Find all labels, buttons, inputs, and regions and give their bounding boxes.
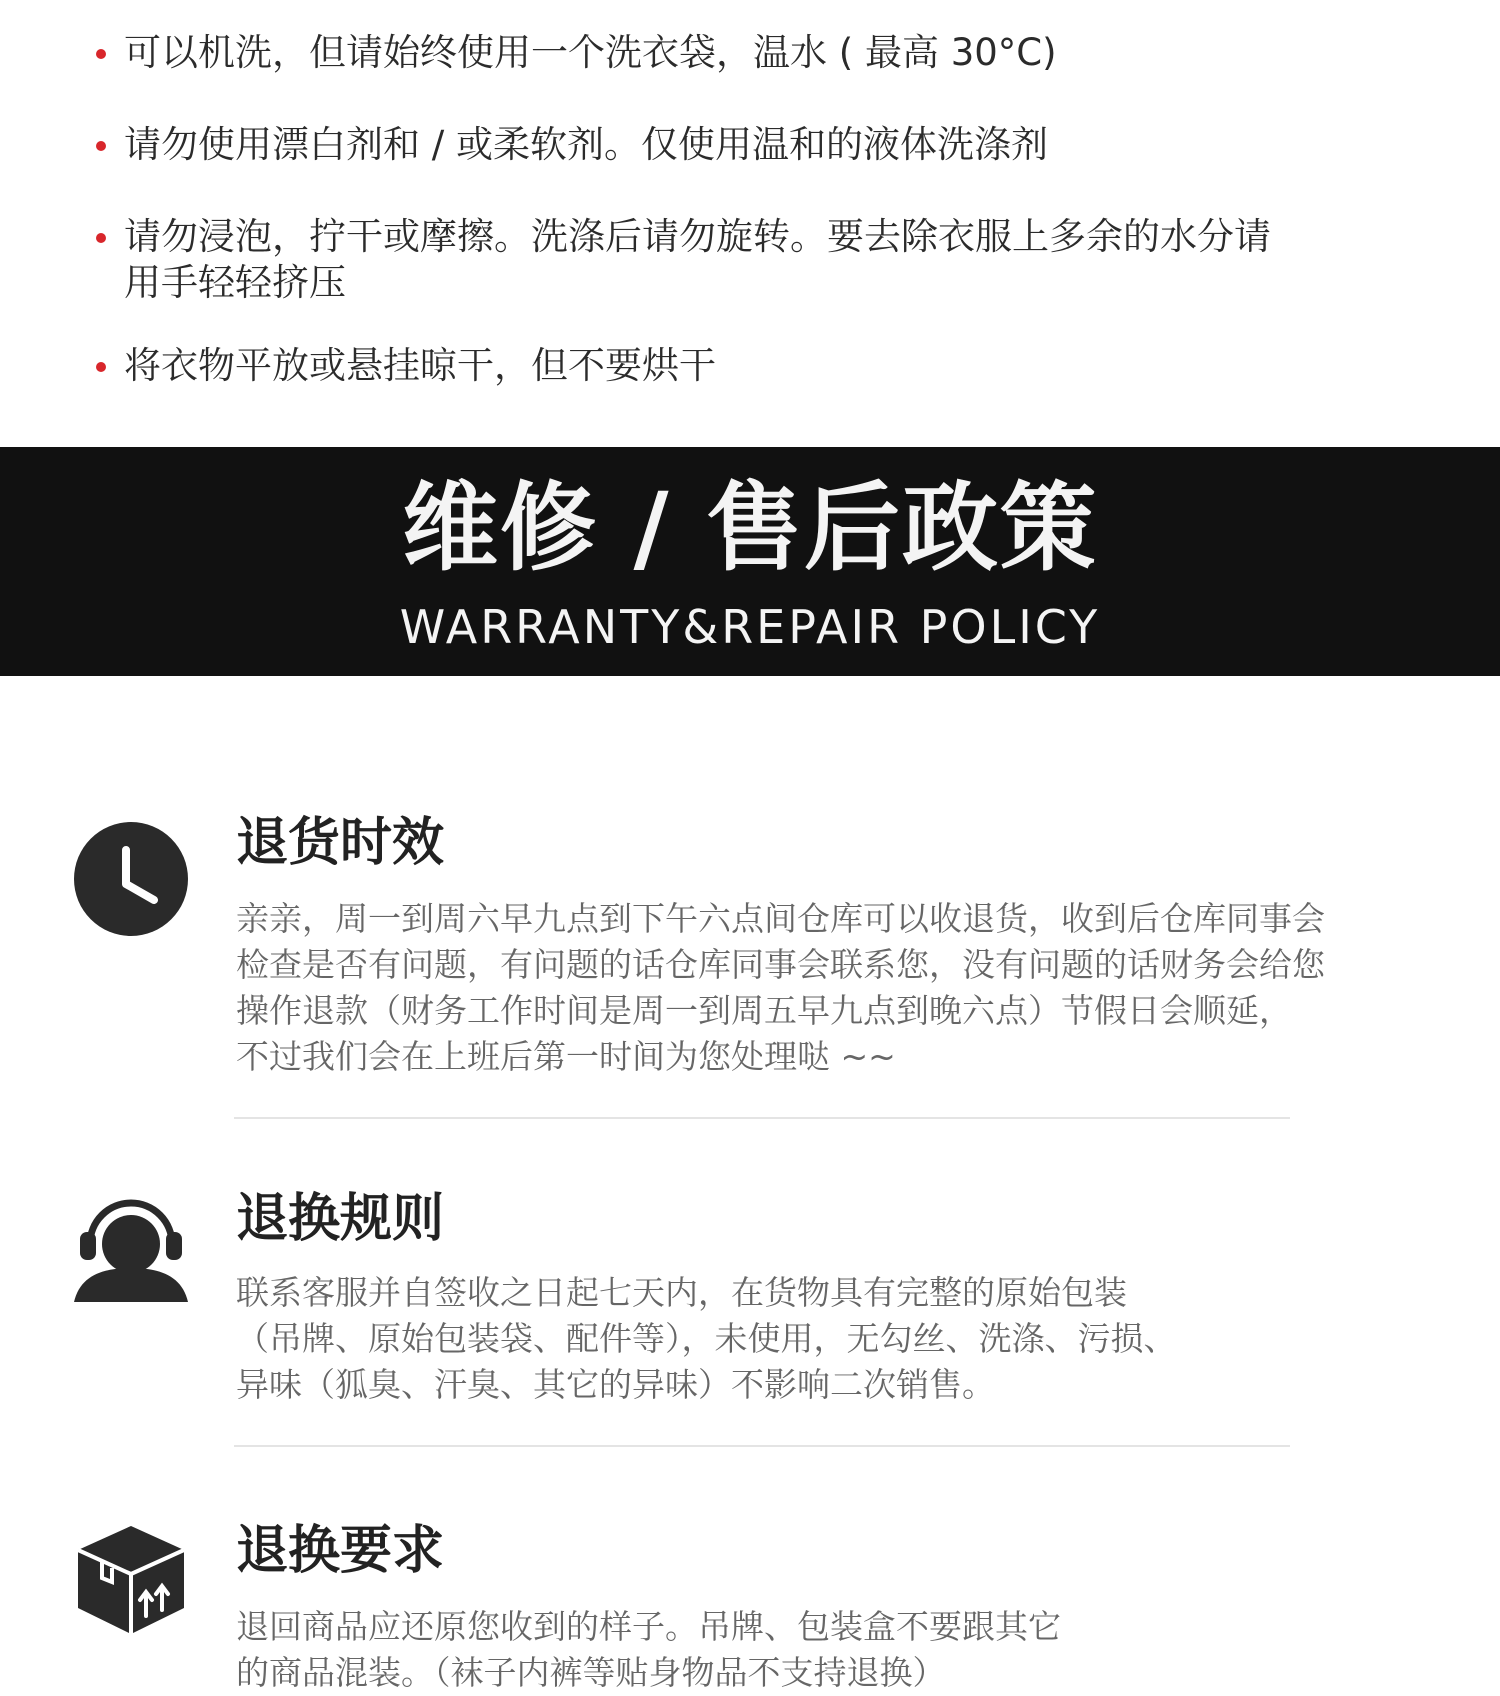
policy-banner <box>0 447 1500 676</box>
bullet-dot <box>96 233 106 243</box>
section-body <box>236 896 1386 1080</box>
section-body <box>236 1604 1386 1696</box>
care-item-text: 请勿浸泡，拧干或摩擦。洗涤后请勿旋转。要去除衣服上多余的水分请用手轻轻挤压 <box>124 215 1271 304</box>
section-body-line: 操作退款（财务工作时间是周一到周五早九点到晚六点）节假日会顺延， <box>236 991 1292 1030</box>
section-title: 退货时效 <box>236 813 445 873</box>
section-divider <box>234 1117 1290 1119</box>
section-body-line: 退回商品应还原您收到的样子。吊牌、包装盒不要跟其它 <box>236 1607 1061 1646</box>
clock-icon <box>72 820 190 938</box>
bullet-dot <box>96 141 106 151</box>
bullet-dot <box>96 49 106 59</box>
banner-subtitle: WARRANTY&REPAIR POLICY <box>399 600 1101 654</box>
section-body-line: 不过我们会在上班后第一时间为您处理哒 ~~ <box>236 1037 896 1076</box>
care-item <box>96 122 1296 168</box>
section-title: 退换要求 <box>236 1521 445 1581</box>
section-body-line: 异味（狐臭、汗臭、其它的异味）不影响二次销售。 <box>236 1365 995 1404</box>
care-item-text: 请勿使用漂白剂和 / 或柔软剂。仅使用温和的液体洗涤剂 <box>124 123 1048 166</box>
package-box-icon <box>72 1520 190 1638</box>
bullet-dot <box>96 362 106 372</box>
care-item <box>96 343 1296 389</box>
care-instructions <box>0 0 1500 447</box>
section-body <box>236 1270 1386 1408</box>
section-body-line: 联系客服并自签收之日起七天内，在货物具有完整的原始包装 <box>236 1273 1127 1312</box>
section-body-line: 检查是否有问题，有问题的话仓库同事会联系您，没有问题的话财务会给您 <box>236 945 1325 984</box>
section-body-line: 亲亲，周一到周六早九点到下午六点间仓库可以收退货，收到后仓库同事会 <box>236 899 1325 938</box>
care-item-text: 将衣物平放或悬挂晾干，但不要烘干 <box>124 344 716 387</box>
care-item <box>96 214 1296 306</box>
care-item <box>96 30 1296 76</box>
section-body-line: （吊牌、原始包装袋、配件等），未使用，无勾丝、洗涤、污损、 <box>236 1319 1177 1358</box>
care-item-text: 可以机洗，但请始终使用一个洗衣袋，温水 ( 最高 30°C) <box>124 31 1057 74</box>
banner-title: 维修 / 售后政策 <box>402 472 1098 584</box>
section-divider <box>234 1445 1290 1447</box>
customer-service-icon <box>72 1188 190 1306</box>
section-body-line: 的商品混装。（袜子内裤等贴身物品不支持退换） <box>236 1653 946 1692</box>
section-title: 退换规则 <box>236 1189 445 1249</box>
